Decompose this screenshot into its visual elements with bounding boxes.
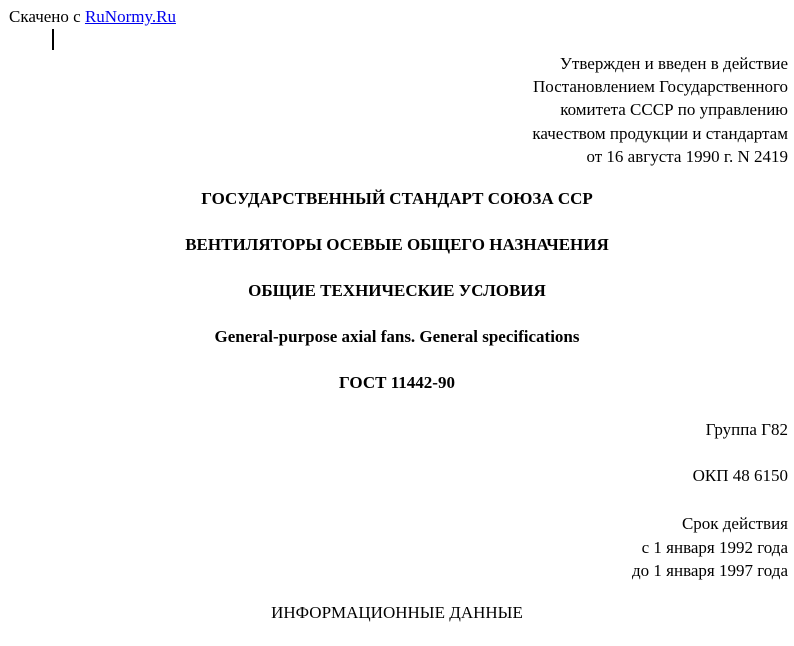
approval-line: комитета СССР по управлению <box>560 100 788 120</box>
gost-number: ГОСТ 11442-90 <box>339 373 455 392</box>
validity-label: Срок действия <box>681 514 788 533</box>
document-subtitle: ОБЩИЕ ТЕХНИЧЕСКИЕ УСЛОВИЯ <box>248 281 546 300</box>
okp-code: ОКП 48 6150 <box>692 466 788 485</box>
approval-line: Утвержден и введен в действие <box>559 54 788 73</box>
text-cursor <box>52 29 54 50</box>
info-heading: ИНФОРМАЦИОННЫЕ ДАННЫЕ <box>271 603 523 622</box>
group-code: Группа Г82 <box>705 420 788 439</box>
approval-line: качеством продукции и стандартам <box>532 123 788 143</box>
source-line <box>9 7 176 27</box>
approval-block <box>532 52 788 168</box>
validity-to: до 1 января 1997 года <box>632 561 788 580</box>
validity-from: с 1 января 1992 года <box>641 537 788 557</box>
document-title: ВЕНТИЛЯТОРЫ ОСЕВЫЕ ОБЩЕГО НАЗНАЧЕНИЯ <box>185 235 609 254</box>
state-standard-heading: ГОСУДАРСТВЕННЫЙ СТАНДАРТ СОЮЗА ССР <box>201 189 593 208</box>
validity-block <box>632 512 788 583</box>
approval-line: Постановлением Государственного <box>533 77 788 97</box>
english-title: General-purpose axial fans. General specifications <box>214 327 580 346</box>
source-prefix: Скачено с <box>9 7 81 26</box>
approval-line: от 16 августа 1990 г. N 2419 <box>586 146 788 166</box>
source-link[interactable]: RuNormy.Ru <box>84 7 176 26</box>
